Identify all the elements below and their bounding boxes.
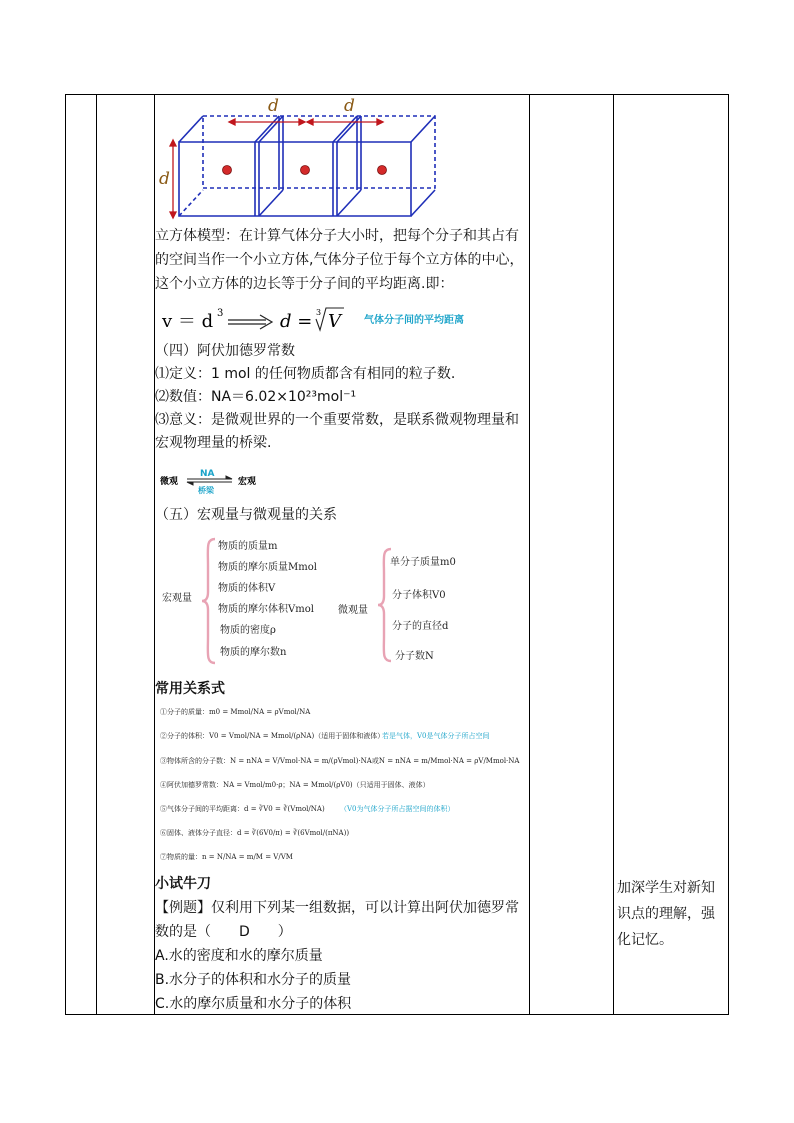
avogadro-meaning: ⑶意义：是微观世界的一个重要常数，是联系微观物理量和宏观物理量的桥梁. <box>155 412 519 451</box>
micro-item: 分子体积V0 <box>392 590 446 601</box>
cube-model-diagram <box>155 96 455 222</box>
eq-left: v ＝ d <box>162 311 214 332</box>
arrow-icon <box>228 315 272 329</box>
macro-micro-diagram <box>160 536 490 668</box>
formula-2-note: 若是气体，V0是气体分子所占空间 <box>382 732 490 740</box>
formula-6: ⑥固体、液体分子直径：d = ∛(6V0/π) = ∛(6Vmol/(πNA)) <box>160 829 350 837</box>
molecule-dot <box>301 166 310 175</box>
micro-item: 分子数N <box>395 651 434 662</box>
eq-root-index: 3 <box>316 308 322 317</box>
formula-3: ③物体所含的分子数：N = nNA = V/Vmol·NA = m/(ρVmol)·NA或N = nNA = m/Mmol·NA = ρV/Mmol·NA <box>160 757 520 765</box>
eq-note: 气体分子间的平均距离 <box>364 315 464 326</box>
formulas-heading: 常用关系式 <box>155 681 225 697</box>
column-divider <box>529 95 530 1014</box>
exercise-question: 【例题】仅利用下列某一组数据，可以计算出阿伏加德罗常数的是（ D ） <box>155 900 519 940</box>
macro-item: 物质的体积V <box>218 583 276 594</box>
avogadro-definition: ⑴定义：1 mol 的任何物质都含有相同的粒子数. <box>155 366 456 382</box>
molecule-dot <box>223 166 232 175</box>
cube-equation <box>160 303 490 337</box>
option-b: B.水分子的体积和水分子的质量 <box>155 972 352 988</box>
formula-1: ①分子的质量：m0 = Mmol/NA = ρVmol/NA <box>160 708 311 716</box>
micro-item: 单分子质量m0 <box>390 557 456 568</box>
micro-item: 分子的直径d <box>392 621 449 632</box>
macro-item: 物质的密度ρ <box>220 625 276 636</box>
exercise-heading: 小试牛刀 <box>155 876 211 892</box>
formula-5: ⑤气体分子间的平均距离：d = ∛V0 = ∛(Vmol/NA) <box>160 805 325 813</box>
macro-item: 物质的质量m <box>218 541 278 552</box>
molecule-dot <box>378 166 387 175</box>
option-a: A.水的密度和水的摩尔质量 <box>155 948 323 964</box>
column-divider <box>613 95 614 1014</box>
left-brace <box>200 536 218 666</box>
macro-label: 宏观量 <box>162 593 192 604</box>
micro-macro-bridge <box>160 465 280 497</box>
formula-4: ④阿伏加德罗常数：NA = Vmol/m0·ρ；NA = Mmol/(ρV0)（只适用于固体、液体） <box>160 781 430 789</box>
formula-7: ⑦物质的量：n = N/NA = m/M = V/VM <box>160 853 293 861</box>
macro-item: 物质的摩尔数n <box>220 647 287 658</box>
bridge-top: NA <box>200 469 215 479</box>
cube-label-d: d <box>344 96 355 116</box>
formula-2: ②分子的体积：V0 = Vmol/NA = Mmol/(ρNA)（适用于固体和液体） <box>160 732 385 740</box>
eq-right: d = <box>280 311 313 332</box>
relation-heading: （五）宏观量与微观量的关系 <box>155 507 337 523</box>
macro-item: 物质的摩尔体积Vmol <box>218 604 314 615</box>
bridge-right: 宏观 <box>238 477 257 487</box>
avogadro-heading: （四）阿伏加德罗常数 <box>155 343 295 359</box>
formula-5-note: （V0为气体分子所占据空间的体积） <box>340 805 455 813</box>
cube-label-d: d <box>159 169 170 189</box>
option-c: C.水的摩尔质量和水分子的体积 <box>155 996 352 1012</box>
bridge-bottom: 桥梁 <box>198 486 214 495</box>
eq-radicand: V <box>328 311 341 332</box>
macro-item: 物质的摩尔质量Mmol <box>218 562 317 573</box>
eq-exponent: 3 <box>217 308 224 319</box>
side-note: 加深学生对新知识点的理解，强化记忆。 <box>617 880 715 948</box>
cube-model-text: 立方体模型：在计算气体分子大小时，把每个分子和其占有的空间当作一个小立方体,气体分子位于每个立方体的中心，这个小立方体的边长等于分子间的平均距离.即： <box>155 228 524 292</box>
bridge-left: 微观 <box>160 477 179 487</box>
avogadro-value: ⑵数值：NA＝6.02×10²³mol⁻¹ <box>155 389 357 405</box>
cube-label-d: d <box>268 96 279 116</box>
micro-label: 微观量 <box>338 605 368 616</box>
column-divider <box>96 95 97 1014</box>
